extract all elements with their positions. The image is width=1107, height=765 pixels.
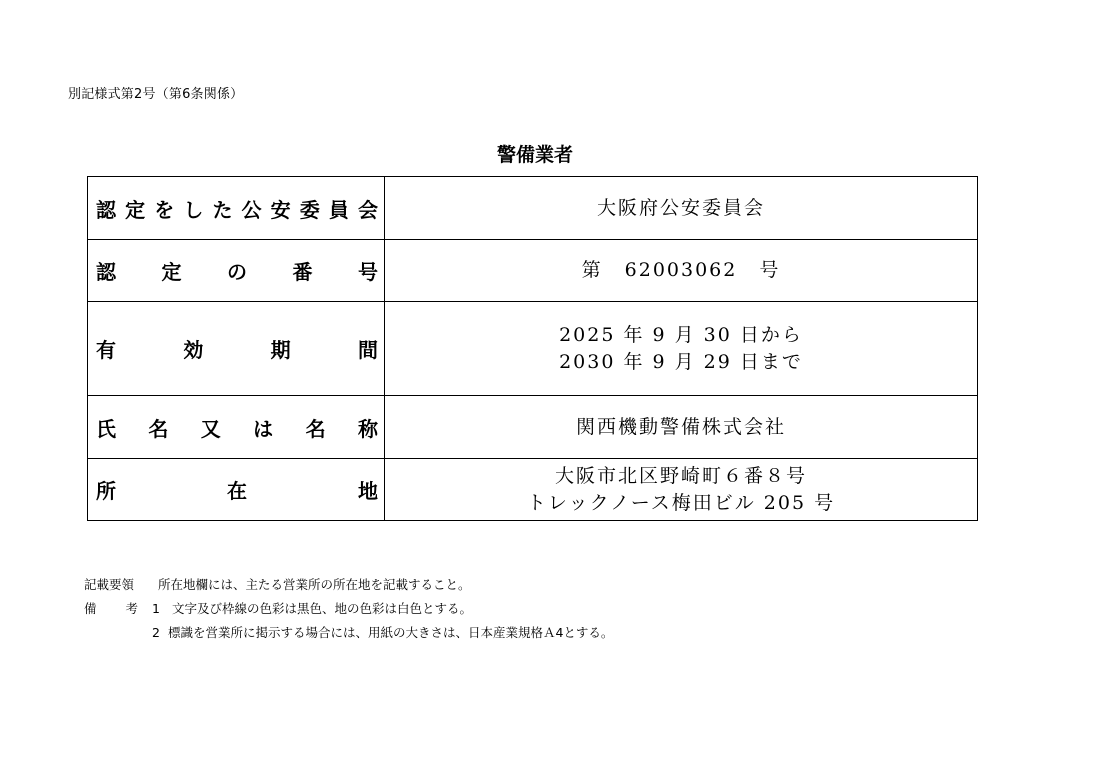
value-company-name: 関西機動警備株式会社	[385, 396, 978, 459]
label-char: 期	[270, 338, 291, 362]
validity-start: 2025 年 9 月 30 日から	[559, 323, 803, 346]
value-commission: 大阪府公安委員会	[385, 177, 978, 240]
label-char: 公	[241, 197, 262, 222]
table-row	[88, 459, 978, 521]
address-line-1: 大阪市北区野崎町６番８号	[554, 464, 807, 487]
label-char: 氏	[96, 416, 116, 441]
notes	[84, 573, 613, 645]
label-char: 認	[96, 260, 116, 284]
label-char: の	[227, 260, 247, 284]
label-char: 有	[96, 338, 116, 362]
label-char: 名	[305, 416, 326, 441]
document-title: 警備業者	[496, 144, 573, 166]
label-char: 番	[292, 260, 313, 284]
kisai-row	[84, 573, 613, 597]
biko-label: 備 考	[84, 601, 138, 616]
label-char: を	[154, 197, 175, 222]
label-certification-number	[88, 240, 385, 302]
label-char: 名	[148, 416, 169, 441]
table-row	[88, 177, 978, 240]
value-address	[385, 459, 978, 521]
label-char: 称	[357, 416, 378, 441]
label-validity-period	[88, 302, 385, 396]
label-char: 員	[328, 197, 349, 222]
biko-row	[84, 597, 613, 621]
label-char: し	[183, 197, 204, 222]
value-validity-period	[385, 302, 978, 396]
label-char: 効	[183, 338, 204, 362]
label-char: 定	[161, 260, 182, 284]
label-char: 号	[358, 260, 378, 284]
label-char: 所	[96, 479, 116, 503]
label-char: 認	[96, 197, 116, 222]
label-char: 間	[357, 338, 378, 362]
label-name	[88, 396, 385, 459]
label-char: 会	[357, 197, 378, 222]
label-char: は	[253, 416, 274, 441]
note-row	[84, 621, 613, 645]
label-char: 委	[299, 197, 320, 222]
address-line-2: トレックノース梅田ビル 205 号	[526, 491, 836, 514]
note-text: 標識を営業所に掲示する場合には、用紙の大きさは、日本産業規格Ａ4とする。	[167, 625, 614, 640]
form-reference: 別記様式第2号（第6条関係）	[68, 87, 244, 102]
certification-number: 62003062	[624, 259, 738, 281]
label-char: 定	[125, 197, 146, 222]
table-row	[88, 240, 978, 302]
label-char: 在	[227, 479, 247, 503]
number-prefix: 第	[581, 259, 603, 281]
note-text: 文字及び枠線の色彩は黒色、地の色彩は白色とする。	[172, 601, 473, 616]
table-row	[88, 302, 978, 396]
note-number: 2	[152, 625, 160, 640]
label-address	[88, 459, 385, 521]
value-certification-number	[385, 240, 978, 302]
validity-end: 2030 年 9 月 29 日まで	[559, 350, 803, 373]
note-number: 1	[152, 601, 160, 616]
certificate-table	[87, 176, 978, 521]
label-char: 地	[358, 479, 378, 503]
label-char: 安	[270, 197, 291, 222]
label-char: 又	[200, 416, 221, 441]
label-commission	[88, 177, 385, 240]
label-char: た	[212, 197, 233, 222]
number-suffix: 号	[759, 259, 781, 281]
kisai-text: 所在地欄には、主たる営業所の所在地を記載すること。	[158, 577, 471, 592]
kisai-label: 記載要領	[84, 577, 135, 592]
table-row	[88, 396, 978, 459]
